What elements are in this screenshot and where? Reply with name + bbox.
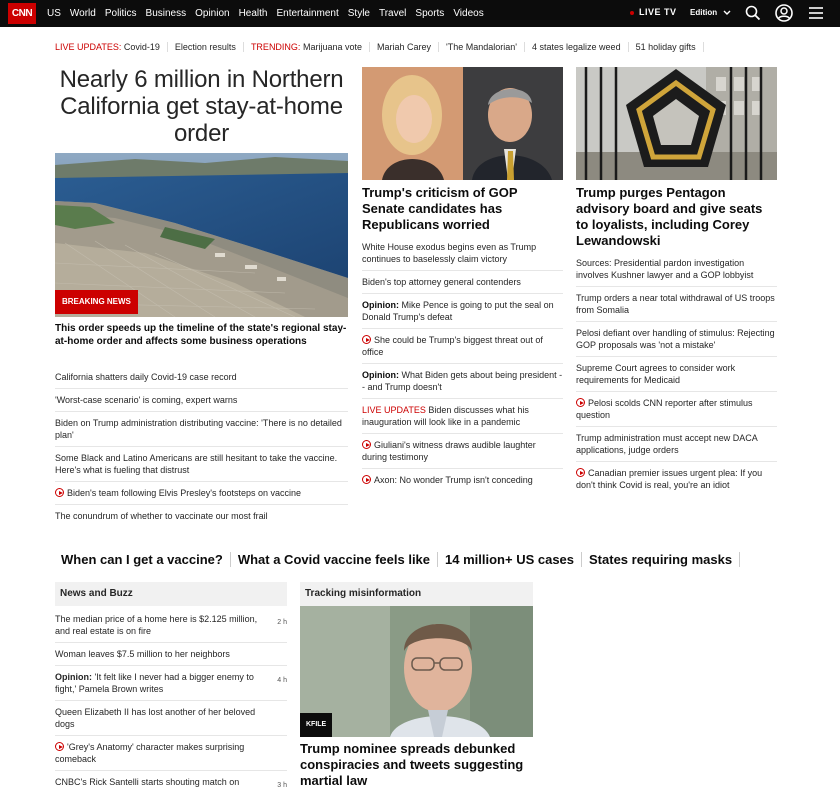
list-item[interactable] (55, 389, 348, 412)
list-item[interactable] (55, 608, 287, 643)
video-play-icon (576, 468, 585, 477)
photo-nominee (300, 606, 533, 737)
nav-link-us[interactable]: US (47, 8, 61, 19)
lead-story-list (55, 366, 348, 527)
topic-link-vaccine[interactable]: When can I get a vaccine? (55, 552, 231, 567)
list-item[interactable] (576, 462, 777, 496)
video-play-icon (362, 335, 371, 344)
live-updates-label: LIVE UPDATES: (55, 42, 122, 52)
trending-topic: Marijuana vote (302, 42, 362, 52)
list-item-text: 'Grey's Anatomy' character makes surprising comeback (55, 742, 245, 764)
nav-link-entertainment[interactable]: Entertainment (276, 8, 339, 19)
lead-headline[interactable]: Nearly 6 million in Northern California get stay-at-home order (59, 66, 344, 147)
election-results-link[interactable]: Election results (168, 42, 244, 52)
list-item-text: 'It felt like I never had a bigger enemy to fight,' Pamela Brown writes (55, 672, 254, 694)
trending-label: TRENDING: (250, 42, 301, 52)
time-ago: 2 h (277, 619, 287, 626)
list-item-text: The conundrum of whether to vaccinate our most frail (55, 511, 268, 521)
nav-link-world[interactable]: World (69, 8, 96, 19)
list-item-text: Sources: Presidential pardon investigation involves Kushner lawyer and a GOP lobbyist (576, 258, 754, 280)
nav-link-sports[interactable]: Sports (415, 8, 445, 19)
opinion-label: Opinion: (362, 370, 399, 380)
col3-story-list (576, 252, 777, 496)
nominee-portrait-image[interactable] (300, 606, 533, 737)
time-ago: 4 h (277, 677, 287, 684)
nav-link-style[interactable]: Style (347, 8, 370, 19)
edition-menu[interactable] (690, 8, 731, 17)
list-item[interactable] (576, 392, 777, 427)
list-item[interactable] (55, 701, 287, 736)
edition-label: Edition (690, 8, 718, 17)
list-item[interactable] (362, 434, 563, 469)
video-play-icon (55, 742, 64, 751)
list-item-text: CNBC's Rick Santelli starts shouting match on (55, 777, 240, 787)
list-item-text: Some Black and Latino Americans are still hesitant to take the vaccine. Here's what is fueling that distrust (55, 453, 338, 475)
account-icon[interactable] (774, 3, 794, 23)
list-item-text: Biden's top attorney general contenders (362, 277, 521, 287)
list-item-text: She could be Trump's biggest threat out of office (362, 335, 543, 357)
kfile-badge: KFILE (300, 713, 332, 737)
opinion-label: Opinion: (55, 672, 92, 682)
top-nav (0, 0, 840, 27)
list-item[interactable] (576, 322, 777, 357)
list-item-text: What Biden gets about being president -- and Trump doesn't (362, 370, 563, 392)
nav-link-videos[interactable]: Videos (453, 8, 484, 19)
list-item-text: California shatters daily Covid-19 case record (55, 372, 237, 382)
list-item-content (55, 671, 260, 695)
list-item-content (55, 741, 260, 765)
trending-item[interactable]: 51 holiday gifts (629, 42, 704, 52)
col3-headline[interactable]: Trump purges Pentagon advisory board and give seats to loyalists, including Corey Lewandowski (576, 185, 763, 248)
list-item-text: Biden discusses what his inauguration will look like in a pandemic (362, 405, 529, 427)
nav-link-travel[interactable]: Travel (378, 8, 407, 19)
list-item-text: 'Worst-case scenario' is coming, expert warns (55, 395, 238, 405)
news-buzz-heading: News and Buzz (55, 582, 287, 606)
list-item-text: Queen Elizabeth II has lost another of her beloved dogs (55, 707, 256, 729)
search-icon[interactable] (743, 3, 763, 23)
list-item[interactable] (55, 366, 348, 389)
list-item[interactable] (576, 427, 777, 462)
nav-link-opinion[interactable]: Opinion (195, 8, 230, 19)
time-ago: 3 h (277, 782, 287, 789)
photo-two-senators (362, 67, 563, 180)
nav-link-health[interactable]: Health (238, 8, 268, 19)
video-play-icon (362, 475, 371, 484)
list-item-text: Axon: No wonder Trump isn't conceding (374, 475, 533, 485)
list-item-text: Canadian premier issues urgent plea: If you don't think Covid is real, you're an idiot (576, 468, 763, 490)
list-item[interactable] (362, 236, 563, 271)
list-item-text: Mike Pence is going to put the seal on Donald Trump's defeat (362, 300, 554, 322)
lead-subheadline[interactable]: This order speeds up the timeline of the state's regional stay-at-home order and affects some business operations (55, 323, 347, 347)
chevron-down-icon (723, 10, 731, 16)
col2-headline[interactable]: Trump's criticism of GOP Senate candidates has Republicans worried (362, 185, 518, 232)
list-item-text: Trump orders a near total withdrawal of US troops from Somalia (576, 293, 775, 315)
video-play-icon (362, 440, 371, 449)
topic-link-us-cases[interactable]: 14 million+ US cases (438, 552, 582, 567)
list-item[interactable] (55, 643, 287, 666)
covid-topic-links (55, 550, 775, 568)
trending-item[interactable]: 'The Mandalorian' (439, 42, 525, 52)
photo-pentagon-sign (576, 67, 777, 180)
list-item[interactable] (362, 399, 563, 434)
misinfo-heading: Tracking misinformation (300, 582, 533, 606)
list-item-text: Supreme Court agrees to consider work requirements for Medicaid (576, 363, 736, 385)
list-item[interactable] (362, 364, 563, 399)
list-item[interactable] (576, 287, 777, 322)
list-item[interactable] (55, 666, 287, 701)
nav-links (47, 0, 493, 27)
video-play-icon (576, 398, 585, 407)
list-item-text: Giuliani's witness draws audible laughter during testimony (362, 440, 536, 462)
live-updates-label: LIVE UPDATES (362, 405, 426, 415)
nav-link-business[interactable]: Business (145, 8, 187, 19)
video-play-icon (55, 488, 64, 497)
trending-item[interactable]: Mariah Carey (370, 42, 439, 52)
list-item-text: Pelosi scolds CNN reporter after stimulus question (576, 398, 753, 420)
list-item[interactable] (362, 294, 563, 329)
opinion-label: Opinion: (362, 300, 399, 310)
list-item-text: Trump administration must accept new DACA applications, judge orders (576, 433, 758, 455)
trending-item[interactable]: 4 states legalize weed (525, 42, 629, 52)
list-item[interactable] (55, 505, 348, 527)
misinfo-headline[interactable]: Trump nominee spreads debunked conspiracies and tweets suggesting martial law (300, 741, 524, 788)
list-item[interactable] (576, 252, 777, 287)
list-item[interactable] (362, 329, 563, 364)
list-item[interactable] (55, 482, 348, 505)
topic-link-vaccine-feel[interactable]: What a Covid vaccine feels like (231, 552, 438, 567)
news-buzz-list (55, 608, 287, 797)
cnn-logo[interactable]: CNN (8, 3, 36, 24)
live-tv-link[interactable] (630, 7, 677, 17)
trending-link[interactable] (244, 42, 370, 52)
list-item-text: White House exodus begins even as Trump continues to baselessly claim victory (362, 242, 537, 264)
list-item-text: Biden's team following Elvis Presley's footsteps on vaccine (67, 488, 302, 498)
live-dot-icon (630, 11, 634, 15)
trending-bar (55, 40, 704, 54)
hero-image-bay-area[interactable] (55, 153, 348, 317)
live-tv-label: LIVE TV (639, 7, 677, 17)
list-item-text: Woman leaves $7.5 million to her neighbors (55, 649, 230, 659)
live-updates-link[interactable] (55, 42, 168, 52)
loeffler-perdue-image[interactable] (362, 67, 563, 180)
pentagon-sign-image[interactable] (576, 67, 777, 180)
list-item[interactable] (55, 771, 287, 797)
breaking-news-badge: BREAKING NEWS (55, 290, 138, 314)
list-item[interactable] (55, 736, 287, 771)
list-item[interactable] (576, 357, 777, 392)
list-item-text: The median price of a home here is $2.125 million, and real estate is on fire (55, 614, 258, 636)
list-item[interactable] (55, 447, 348, 482)
list-item[interactable] (362, 469, 563, 491)
menu-icon[interactable] (806, 3, 826, 23)
list-item-text: Pelosi defiant over handling of stimulus: Rejecting GOP proposals was 'not a mistake' (576, 328, 775, 350)
topic-link-masks[interactable]: States requiring masks (582, 552, 740, 567)
nav-link-politics[interactable]: Politics (104, 8, 137, 19)
live-updates-topic: Covid-19 (123, 42, 160, 52)
list-item[interactable] (55, 412, 348, 447)
list-item-text: Biden on Trump administration distributing vaccine: 'There is no detailed plan' (55, 418, 342, 440)
list-item[interactable] (362, 271, 563, 294)
col2-story-list (362, 236, 563, 491)
